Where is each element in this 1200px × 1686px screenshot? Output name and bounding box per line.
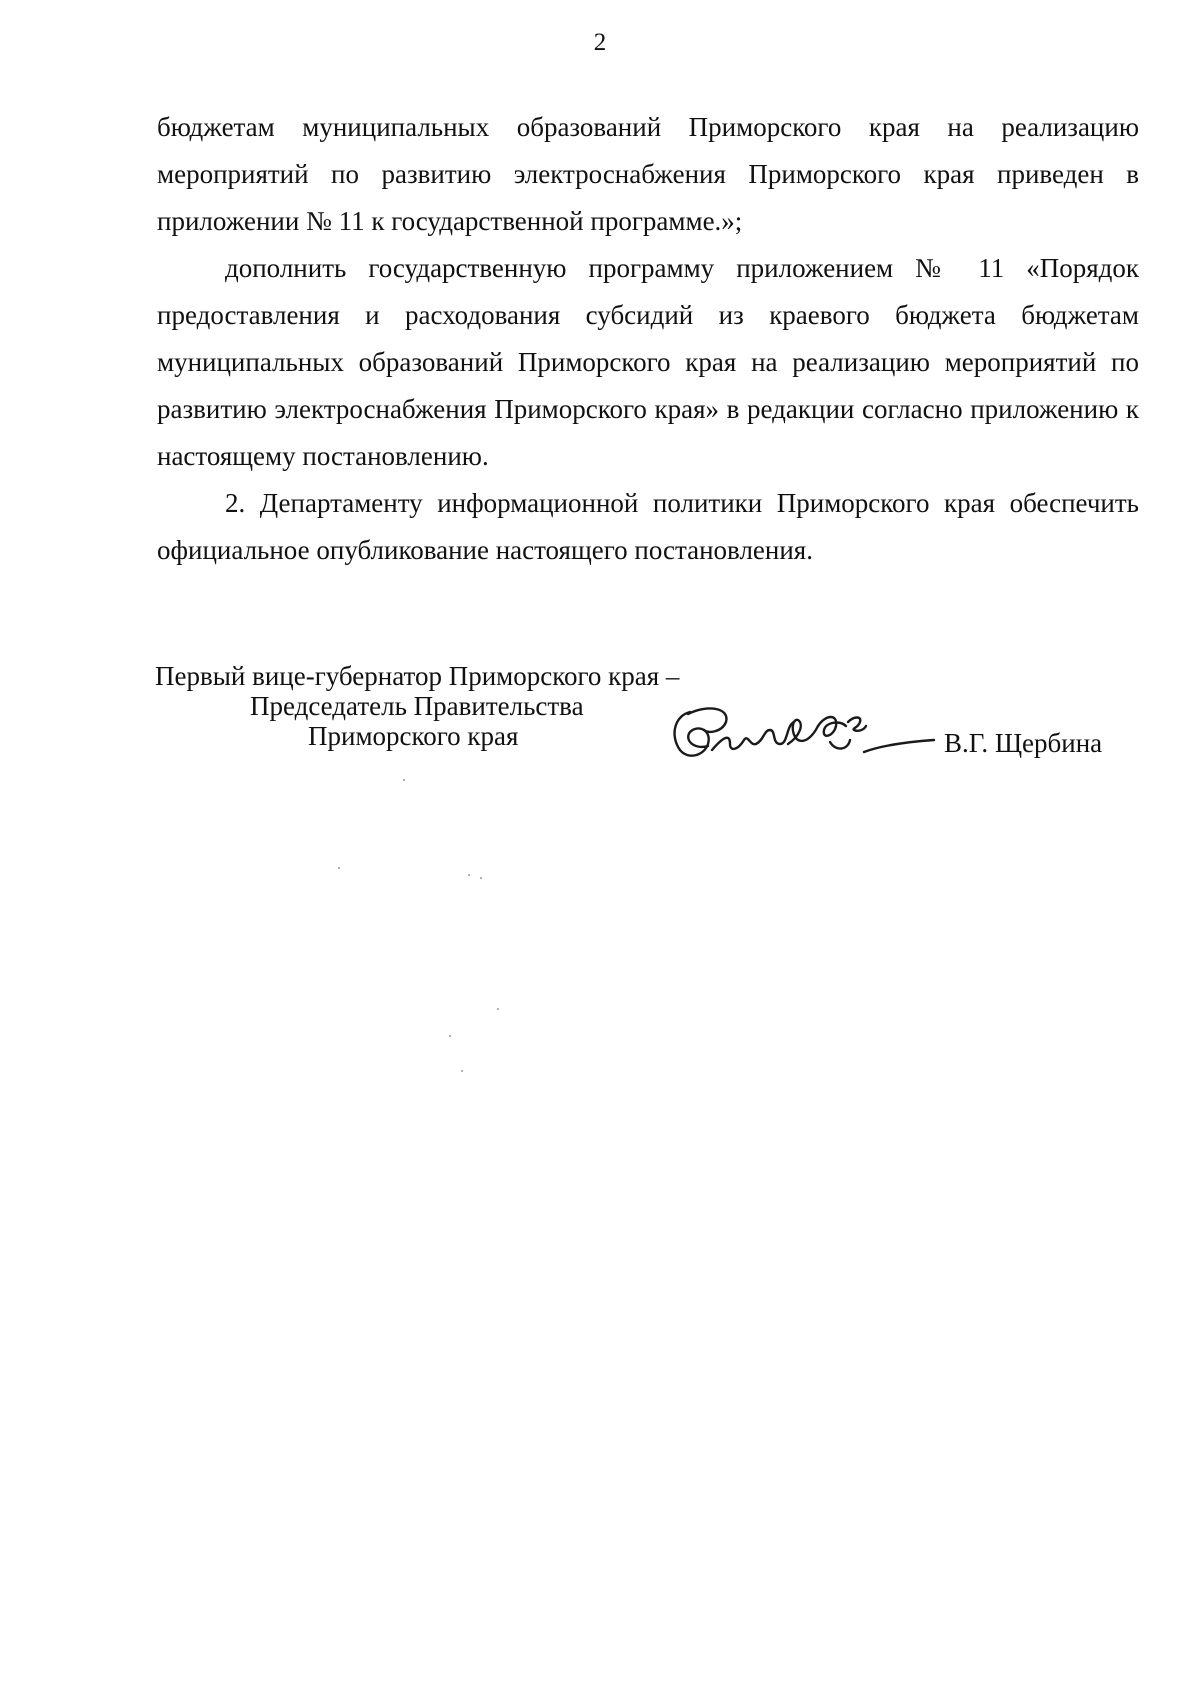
position-line-2: Председатель Правительства <box>250 691 584 721</box>
scan-speck <box>449 1035 451 1037</box>
scan-speck <box>468 874 470 876</box>
page-number: 2 <box>593 29 607 56</box>
document-body <box>157 104 1139 574</box>
body-paragraph-continuation: бюджетам муниципальных образований Приморского края на реализацию мероприятий по развитию электроснабжения Приморского края приведен в приложении № 11 к государственной программе.»; <box>157 112 1139 236</box>
body-paragraph-publication: 2. Департаменту информационной политики Приморского края обеспечить официальное опубликование настоящего постановления. <box>157 488 1139 565</box>
scan-speck <box>338 867 340 869</box>
position-line-3: Приморского края <box>308 721 519 751</box>
signer-name: В.Г. Щербина <box>944 728 1103 758</box>
scan-speck <box>480 877 482 879</box>
body-paragraph-amendment: дополнить государственную программу приложением № 11 «Порядок предоставления и расходования субсидий из краевого бюджета бюджетам муниципальных образований Приморского края на реализацию мероприятий по развитию электроснабжения Приморского края» в редакции согласно приложению к настоящему постановлению. <box>157 253 1139 471</box>
position-line-1: Первый вице-губернатор Приморского края – <box>155 661 680 691</box>
handwritten-signature <box>668 700 938 770</box>
scan-speck <box>497 1008 499 1010</box>
scan-speck <box>403 779 405 781</box>
signatory-position <box>155 661 679 751</box>
scan-speck <box>461 1070 463 1072</box>
